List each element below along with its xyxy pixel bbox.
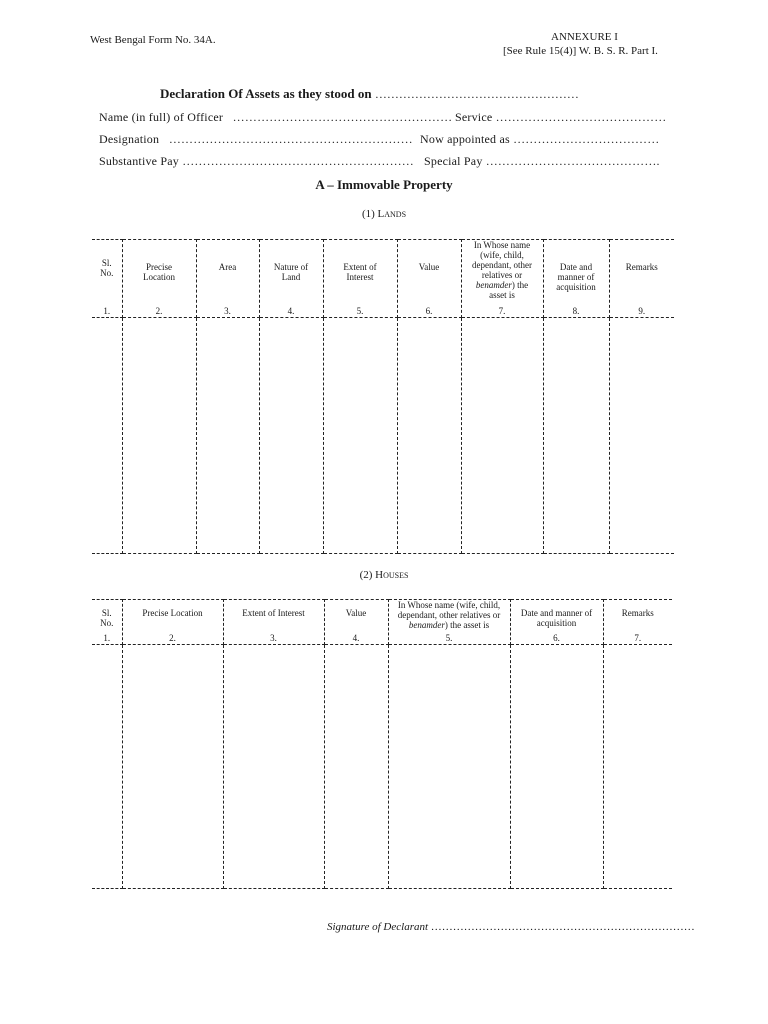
- houses-column-number: 7.: [634, 633, 642, 643]
- lands-header-cell: [259, 240, 323, 318]
- houses-table: [92, 599, 672, 889]
- special-pay-label: Special Pay: [424, 154, 483, 168]
- service-dots: ……………………………………: [495, 110, 667, 124]
- houses-header-label: Value: [345, 608, 367, 618]
- name-field: [99, 110, 452, 125]
- declaration-title: [160, 86, 579, 102]
- annexure-label: ANNEXURE I: [551, 31, 618, 43]
- signature-dots: ………………………………………………………………: [430, 921, 695, 933]
- lands-header-cell: [323, 240, 397, 318]
- houses-entry-cell[interactable]: [510, 645, 603, 889]
- houses-column-number: 6.: [553, 633, 560, 643]
- lands-caption-prefix: (1): [361, 208, 378, 220]
- houses-header-cell: [122, 600, 223, 645]
- lands-header-cell: [92, 240, 122, 318]
- houses-caption-prefix: (2): [359, 569, 376, 581]
- lands-header-cell: [609, 240, 674, 318]
- houses-caption-text: Houses: [375, 569, 409, 581]
- lands-column-number: 6.: [425, 306, 433, 316]
- houses-entry-cell[interactable]: [603, 645, 672, 889]
- signature-label: Signature of Declarant: [327, 921, 429, 933]
- service-label: Service: [455, 110, 493, 124]
- lands-header-label: Value: [418, 262, 440, 272]
- lands-entry-cell[interactable]: [461, 318, 543, 554]
- lands-header-cell: [122, 240, 196, 318]
- lands-column-number: 7.: [498, 306, 506, 316]
- houses-caption: [0, 569, 768, 581]
- lands-body-row: [92, 318, 674, 554]
- houses-column-number: 1.: [103, 633, 111, 643]
- lands-entry-cell[interactable]: [323, 318, 397, 554]
- lands-header-cell: [543, 240, 609, 318]
- appointed-field: [420, 132, 659, 147]
- lands-header-label: Extent of Interest: [343, 262, 377, 282]
- lands-caption-text: Lands: [377, 208, 407, 220]
- lands-column-number: 9.: [638, 306, 646, 316]
- designation-dots: ……………………………………………………: [168, 132, 413, 146]
- lands-entry-cell[interactable]: [122, 318, 196, 554]
- designation-field: [99, 132, 413, 147]
- name-dots: ………………………………………………: [232, 110, 453, 124]
- name-label: Name (in full) of Officer: [99, 110, 224, 124]
- lands-column-number: 3.: [224, 306, 231, 316]
- houses-body-row: [92, 645, 672, 889]
- houses-header-label: Date and manner of acquisition: [520, 608, 593, 628]
- houses-entry-cell[interactable]: [388, 645, 510, 889]
- houses-column-number: 5.: [445, 633, 453, 643]
- lands-entry-cell[interactable]: [397, 318, 461, 554]
- houses-column-number: 2.: [169, 633, 176, 643]
- designation-label: Designation: [99, 132, 160, 146]
- houses-header-label: Precise Location: [142, 608, 203, 618]
- lands-table: [92, 239, 674, 554]
- substantive-pay-field: [99, 154, 414, 169]
- declaration-title-text: Declaration Of Assets as they stood on: [160, 86, 372, 101]
- benamder-term: benamder: [475, 280, 512, 290]
- houses-header-row: [92, 600, 672, 645]
- special-pay-dots: …………………………………….: [485, 154, 660, 168]
- lands-header-row: [92, 240, 674, 318]
- date-dots: ……………………………………………: [374, 87, 579, 101]
- houses-header-cell: [510, 600, 603, 645]
- lands-entry-cell[interactable]: [543, 318, 609, 554]
- houses-header-cell: [388, 600, 510, 645]
- lands-column-number: 1.: [103, 306, 111, 316]
- houses-header-label: Extent of Interest: [242, 608, 305, 618]
- rule-reference: [See Rule 15(4)] W. B. S. R. Part I.: [503, 45, 658, 57]
- substantive-pay-label: Substantive Pay: [99, 154, 179, 168]
- substantive-pay-dots: …………………………………………………: [182, 154, 415, 168]
- houses-column-number: 3.: [270, 633, 277, 643]
- form-number: West Bengal Form No. 34A.: [90, 34, 216, 46]
- houses-column-number: 4.: [352, 633, 360, 643]
- appointed-dots: ………………………………: [513, 132, 660, 146]
- lands-column-number: 5.: [356, 306, 364, 316]
- special-pay-field: [424, 154, 660, 169]
- lands-entry-cell[interactable]: [259, 318, 323, 554]
- lands-header-label: Remarks: [625, 262, 658, 272]
- houses-header-cell: [92, 600, 122, 645]
- lands-header-label: Date and manner of acquisition: [556, 262, 596, 292]
- lands-caption: [0, 208, 768, 220]
- lands-header-label: Precise Location: [143, 262, 175, 282]
- lands-column-number: 8.: [572, 306, 580, 316]
- lands-column-number: 2.: [155, 306, 163, 316]
- houses-entry-cell[interactable]: [92, 645, 122, 889]
- houses-header-label: Remarks: [621, 608, 654, 618]
- lands-column-number: 4.: [287, 306, 295, 316]
- lands-header-label: Sl. No.: [100, 258, 114, 278]
- houses-entry-cell[interactable]: [122, 645, 223, 889]
- houses-header-cell: [324, 600, 388, 645]
- signature-line: [327, 921, 695, 933]
- lands-header-label: Area: [218, 262, 237, 272]
- lands-header-label: Nature of Land: [273, 262, 309, 282]
- houses-header-label: In Whose name (wife, child, dependant, other relatives or benamder) the asset is: [397, 600, 501, 630]
- benamder-term: benamder: [408, 620, 445, 630]
- houses-entry-cell[interactable]: [223, 645, 324, 889]
- lands-header-cell: [461, 240, 543, 318]
- lands-header-cell: [397, 240, 461, 318]
- houses-header-label: Sl. No.: [100, 608, 114, 628]
- houses-entry-cell[interactable]: [324, 645, 388, 889]
- houses-header-cell: [223, 600, 324, 645]
- lands-entry-cell[interactable]: [196, 318, 259, 554]
- lands-header-label: In Whose name (wife, child, dependant, other relatives or benamder) the asset is: [472, 240, 532, 300]
- houses-header-cell: [603, 600, 672, 645]
- lands-entry-cell[interactable]: [92, 318, 122, 554]
- service-field: [455, 110, 666, 125]
- lands-entry-cell[interactable]: [609, 318, 674, 554]
- lands-header-cell: [196, 240, 259, 318]
- section-heading: A – Immovable Property: [315, 177, 453, 192]
- appointed-label: Now appointed as: [420, 132, 510, 146]
